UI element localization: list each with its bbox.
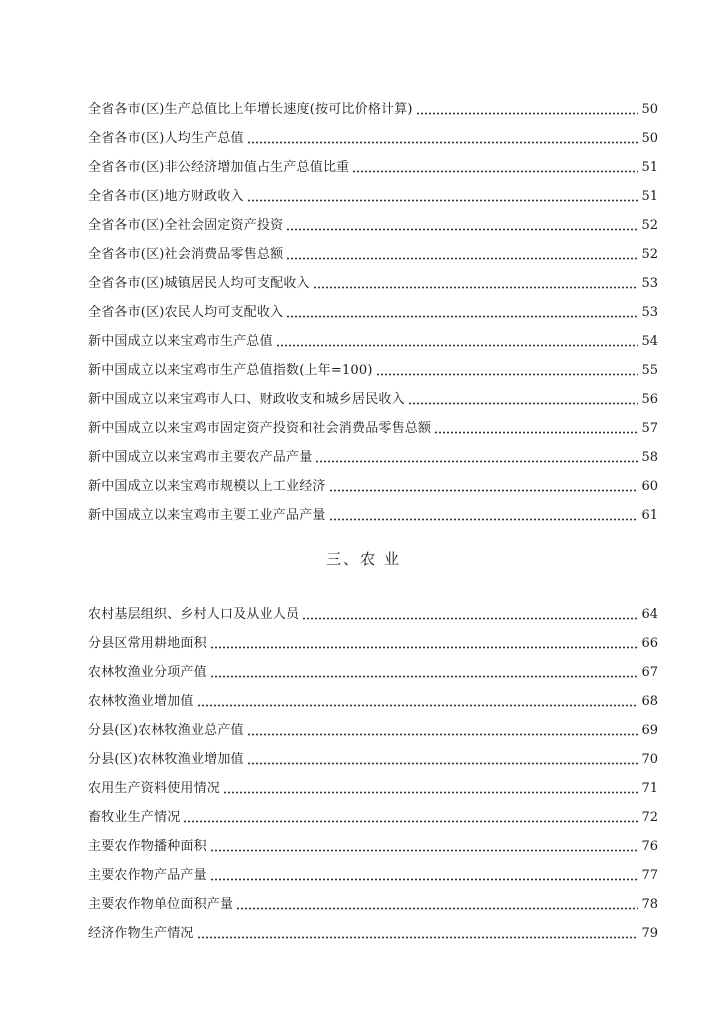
toc-entry-page-number: 50 [641, 101, 658, 117]
toc-entry[interactable] [88, 803, 658, 832]
toc-entry[interactable] [88, 124, 658, 153]
dot-leader [315, 460, 638, 463]
toc-entry[interactable] [88, 716, 658, 745]
dot-leader [247, 733, 639, 736]
dot-leader [286, 257, 638, 260]
toc-entry-title: 新中国成立以来宝鸡市生产总值 [88, 333, 273, 349]
toc-entry-page-number: 54 [641, 333, 658, 349]
dot-leader [210, 849, 639, 852]
toc-entry-page-number: 52 [641, 246, 658, 262]
toc-entry-page-number: 51 [641, 188, 658, 204]
toc-entry-page-number: 78 [641, 896, 658, 912]
dot-leader [313, 286, 639, 289]
toc-entry-page-number: 76 [641, 838, 658, 854]
toc-entry-title: 新中国成立以来宝鸡市生产总值指数(上年=100) [88, 362, 373, 378]
dot-leader [376, 373, 639, 376]
toc-entry-page-number: 77 [641, 867, 658, 883]
toc-entry-page-number: 60 [641, 478, 658, 494]
toc-entry[interactable] [88, 356, 658, 385]
toc-entry-title: 农林牧渔业增加值 [88, 693, 194, 709]
toc-entry-title: 全省各市(区)地方财政收入 [88, 188, 244, 204]
toc-entry[interactable] [88, 832, 658, 861]
toc-entry-title: 新中国成立以来宝鸡市人口、财政收支和城乡居民收入 [88, 391, 405, 407]
dot-leader [210, 646, 639, 649]
dot-leader [408, 402, 639, 405]
toc-entry-title: 农用生产资料使用情况 [88, 780, 221, 796]
toc-entry[interactable] [88, 240, 658, 269]
section-heading: 三、农 业 [326, 550, 401, 568]
toc-entry[interactable] [88, 269, 658, 298]
dot-leader [329, 518, 639, 521]
toc-entry-page-number: 51 [641, 159, 658, 175]
toc-entry-title: 分县区常用耕地面积 [88, 635, 207, 651]
toc-entry-title: 新中国成立以来宝鸡市规模以上工业经济 [88, 478, 326, 494]
toc-entry-title: 分县(区)农林牧渔业总产值 [88, 722, 244, 738]
toc-entry-page-number: 53 [641, 304, 658, 320]
toc-entry[interactable] [88, 182, 658, 211]
dot-leader [197, 704, 639, 707]
toc-entry-title: 主要农作物单位面积产量 [88, 896, 234, 912]
toc-entry-page-number: 55 [641, 362, 658, 378]
toc-entry-title: 经济作物生产情况 [88, 925, 194, 941]
toc-entry-title: 全省各市(区)全社会固定资产投资 [88, 217, 284, 233]
toc-entry-page-number: 67 [641, 664, 658, 680]
toc-entry[interactable] [88, 153, 658, 182]
dot-leader [276, 344, 639, 347]
dot-leader [247, 199, 639, 202]
toc-entry-page-number: 58 [641, 449, 658, 465]
dot-leader [247, 141, 639, 144]
toc-entry[interactable] [88, 861, 658, 890]
toc-entry-page-number: 69 [641, 722, 658, 738]
toc-entry[interactable] [88, 629, 658, 658]
dot-leader [434, 431, 638, 434]
toc-entry-page-number: 72 [641, 809, 658, 825]
toc-entry[interactable] [88, 745, 658, 774]
toc-entry-title: 新中国成立以来宝鸡市固定资产投资和社会消费品零售总额 [88, 420, 432, 436]
toc-entry-page-number: 68 [641, 693, 658, 709]
dot-leader [329, 489, 639, 492]
toc-entry[interactable] [88, 501, 658, 530]
toc-entry[interactable] [88, 472, 658, 501]
toc-entry-page-number: 79 [641, 925, 658, 941]
toc-entry-page-number: 64 [641, 606, 658, 622]
dot-leader [352, 170, 638, 173]
toc-entry-title: 全省各市(区)生产总值比上年增长速度(按可比价格计算) [88, 101, 413, 117]
toc-entry-page-number: 70 [641, 751, 658, 767]
toc-entry-page-number: 52 [641, 217, 658, 233]
toc-entry-title: 新中国成立以来宝鸡市主要农产品产量 [88, 449, 313, 465]
toc-entry-title: 全省各市(区)农民人均可支配收入 [88, 304, 284, 320]
toc-entry-page-number: 61 [641, 507, 658, 523]
toc-entry-title: 农村基层组织、乡村人口及从业人员 [88, 606, 300, 622]
dot-leader [197, 936, 639, 939]
toc-entry[interactable] [88, 414, 658, 443]
dot-leader [416, 112, 639, 115]
toc-entry[interactable] [88, 687, 658, 716]
dot-leader [286, 315, 638, 318]
toc-entry-page-number: 53 [641, 275, 658, 291]
toc-entry-title: 全省各市(区)非公经济增加值占生产总值比重 [88, 159, 350, 175]
toc-entry-title: 主要农作物产品产量 [88, 867, 207, 883]
dot-leader [210, 878, 639, 881]
toc-entry-title: 全省各市(区)社会消费品零售总额 [88, 246, 284, 262]
toc-entry[interactable] [88, 385, 658, 414]
toc-entry-page-number: 66 [641, 635, 658, 651]
toc-entry[interactable] [88, 298, 658, 327]
toc-entry-title: 农林牧渔业分项产值 [88, 664, 207, 680]
toc-entry[interactable] [88, 890, 658, 919]
dot-leader [236, 907, 638, 910]
toc-entry[interactable] [88, 919, 658, 948]
toc-entry-page-number: 57 [641, 420, 658, 436]
toc-entry-title: 新中国成立以来宝鸡市主要工业产品产量 [88, 507, 326, 523]
dot-leader [210, 675, 639, 678]
dot-leader [183, 820, 638, 823]
toc-entry-title: 全省各市(区)人均生产总值 [88, 130, 244, 146]
dot-leader [247, 762, 639, 765]
toc-entry-title: 畜牧业生产情况 [88, 809, 181, 825]
dot-leader [302, 617, 638, 620]
toc-entry-page-number: 50 [641, 130, 658, 146]
toc-entry[interactable] [88, 658, 658, 687]
toc-entry[interactable] [88, 774, 658, 803]
toc-entry[interactable] [88, 327, 658, 356]
toc-list-part1 [88, 95, 658, 530]
dot-leader [286, 228, 638, 231]
toc-list-part2 [88, 600, 658, 948]
toc-entry[interactable] [88, 211, 658, 240]
toc-entry[interactable] [88, 95, 658, 124]
toc-entry-title: 主要农作物播种面积 [88, 838, 207, 854]
toc-entry-page-number: 71 [641, 780, 658, 796]
toc-entry-page-number: 56 [641, 391, 658, 407]
dot-leader [223, 791, 638, 794]
toc-entry[interactable] [88, 600, 658, 629]
toc-entry-title: 分县(区)农林牧渔业增加值 [88, 751, 244, 767]
toc-entry[interactable] [88, 443, 658, 472]
toc-entry-title: 全省各市(区)城镇居民人均可支配收入 [88, 275, 310, 291]
